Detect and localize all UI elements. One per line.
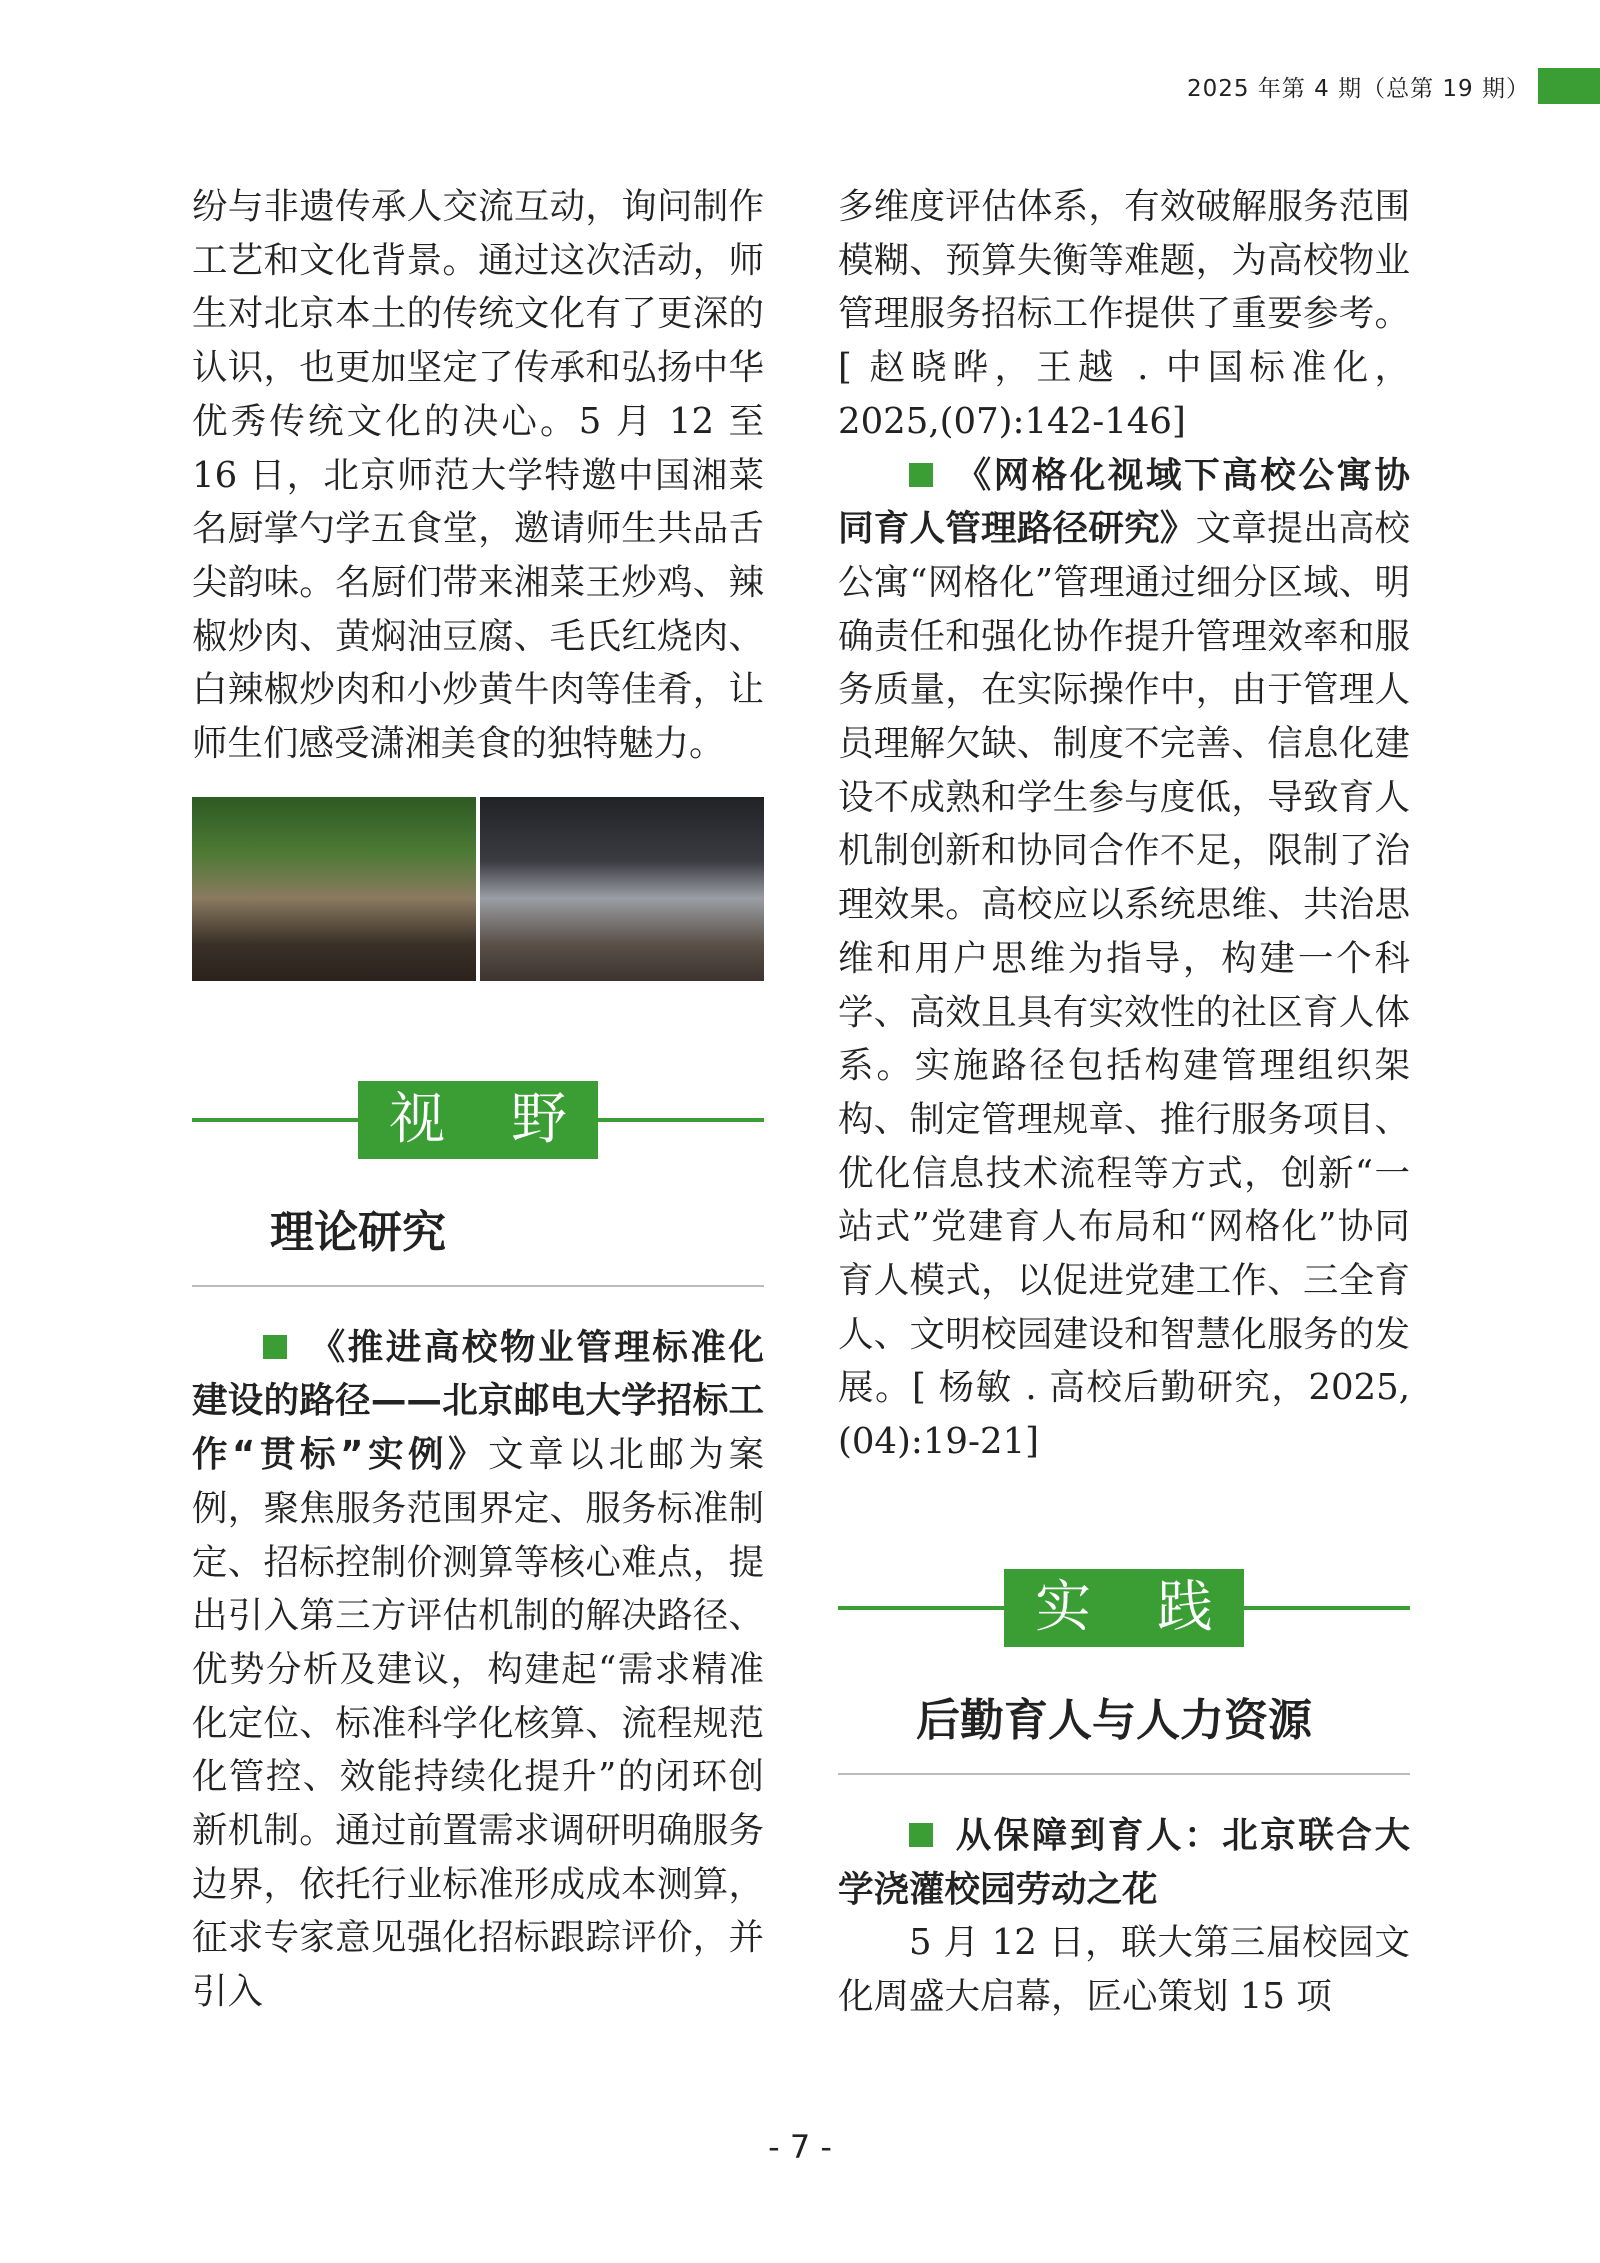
article-1-continued: 多维度评估体系，有效破解服务范围模糊、预算失衡等难题，为高校物业管理服务招标工作提供了重要参考。[ 赵晓晔，王越 . 中国标准化，2025,(07):142-146] <box>838 186 1410 442</box>
page-number: - 7 - <box>768 2128 832 2166</box>
article-1-title: 《推进高校物业管理标准化建设的路径——北京邮电大学招标工作“贯标”实例》 <box>192 1326 764 1476</box>
article-2 <box>838 449 1410 1469</box>
article-3-title: 从保障到育人：北京联合大学浇灌校园劳动之花 <box>838 1814 1410 1910</box>
section-band-vision <box>192 1081 764 1161</box>
canteen-outdoor-photo <box>192 797 476 981</box>
canteen-indoor-photo <box>480 797 764 981</box>
article-3-body: 5 月 12 日，联大第三届校园文化周盛大启幕，匠心策划 15 项 <box>838 1922 1410 2017</box>
right-column <box>838 180 1410 2024</box>
bullet-square-icon <box>909 463 933 487</box>
left-column <box>192 180 764 2019</box>
article-3-title-line <box>838 1809 1410 1916</box>
issue-label: 2025 年第 4 期（总第 19 期） <box>1187 76 1530 102</box>
article-1 <box>192 1321 764 2019</box>
article-2-title: 《网格化视域下高校公寓协同育人管理路径研究》 <box>838 454 1410 550</box>
header-accent-bar <box>1538 68 1600 104</box>
section-label: 实 践 <box>1004 1569 1244 1647</box>
article-1-body: 文章以北邮为案例，聚焦服务范围界定、服务标准制定、招标控制价测算等核心难点，提出引入第三方评估机制的解决路径、优势分析及建议，构建起“需求精准化定位、标准科学化核算、流程规范化管控、效能持续化提升”的闭环创新机制。通过前置需求调研明确服务边界，依托行业标准形成成本测算，征求专家意见强化招标跟踪评价，并引入 <box>192 1434 764 2013</box>
intro-paragraph: 纷与非遗传承人交流互动，询问制作工艺和文化背景。通过这次活动，师生对北京本土的传统文化有了更深的认识，也更加坚定了传承和弘扬中华优秀传统文化的决心。5 月 12 至 16 日，北京师范大学特邀中国湘菜名厨掌勺学五食堂，邀请师生共品舌尖韵味。名厨们带来湘菜王炒鸡、辣椒炒肉、黄焖油豆腐、毛氏红烧肉、白辣椒炒肉和小炒黄牛肉等佳肴，让师生们感受潇湘美食的独特魅力。 <box>192 186 764 765</box>
subsection-divider <box>838 1773 1410 1775</box>
subsection-title: 后勤育人与人力资源 <box>916 1694 1312 1746</box>
section-band-practice <box>838 1569 1410 1649</box>
bullet-square-icon <box>909 1823 933 1847</box>
bullet-square-icon <box>263 1335 287 1359</box>
article-2-body: 文章提出高校公寓“网格化”管理通过细分区域、明确责任和强化协作提升管理效率和服务质量，在实际操作中，由于管理人员理解欠缺、制度不完善、信息化建设不成熟和学生参与度低，导致育人机制创新和协同合作不足，限制了治理效果。高校应以系统思维、共治思维和用户思维为指导，构建一个科学、高效且具有实效性的社区育人体系。实施路径包括构建管理组织架构、制定管理规章、推行服务项目、优化信息技术流程等方式，创新“一站式”党建育人布局和“网格化”协同育人模式，以促进党建工作、三全育人、文明校园建设和智慧化服务的发展。[ 杨敏 . 高校后勤研究，2025,(04):19-21] <box>838 508 1410 1463</box>
section-label: 视 野 <box>358 1081 598 1159</box>
subsection-divider <box>192 1285 764 1287</box>
photo-strip <box>192 797 764 981</box>
subsection-title: 理论研究 <box>270 1206 446 1258</box>
